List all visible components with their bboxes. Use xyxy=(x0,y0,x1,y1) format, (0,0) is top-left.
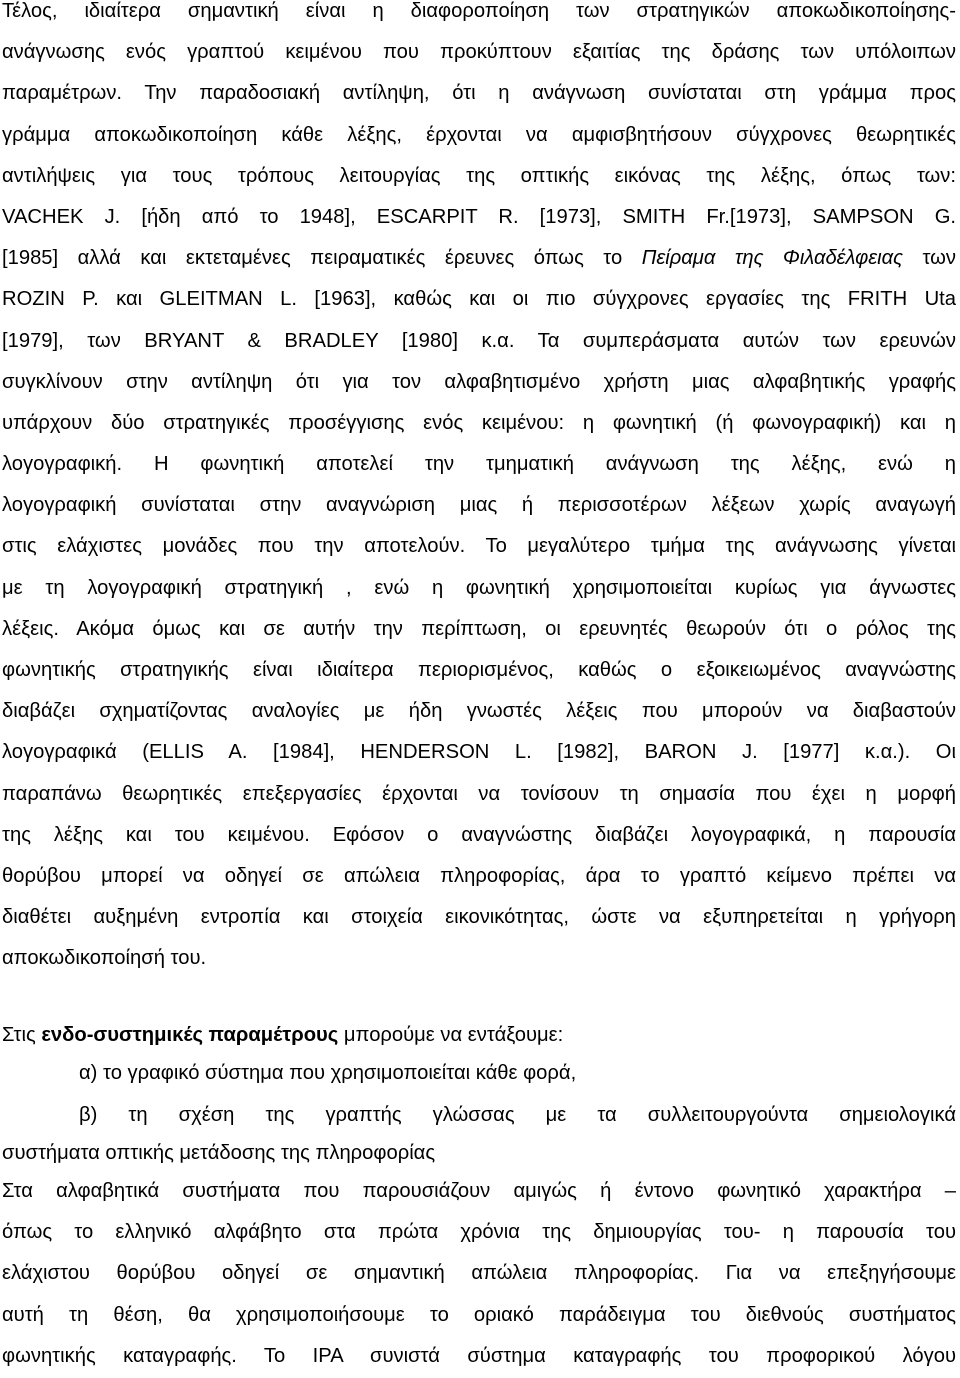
text-line: ελάχιστου θορύβου οδηγεί σε σημαντική απώλεια πληροφορίας. Για να επεξηγήσουμε xyxy=(2,1262,956,1285)
text-line: παραπάνω θεωρητικές επεξεργασίες έρχονται να τονίσουν τη σημασία που έχει η μορφή xyxy=(2,782,956,805)
key-term: ενδο-συστημικές παραμέτρους xyxy=(41,1024,339,1046)
text-line: στις ελάχιστες μονάδες που την αποτελούν. Το μεγαλύτερο τμήμα της ανάγνωσης γίνεται xyxy=(2,535,956,558)
text-line: συγκλίνουν στην αντίληψη ότι για τον αλφαβητισμένο χρήστη μιας αλφαβητικής γραφής xyxy=(2,370,956,393)
text-line: γράμμα αποκωδικοποίηση κάθε λέξης, έρχονται να αμφισβητήσουν σύγχρονες θεωρητικές xyxy=(2,123,956,146)
text-line: ανάγνωσης ενός γραπτού κειμένου που προκύπτουν εξαιτίας της δράσης των υπόλοιπων xyxy=(2,41,956,64)
text-line: αυτή τη θέση, θα χρησιμοποιήσουμε το οριακό παράδειγμα του διεθνούς συστήματος xyxy=(2,1303,956,1326)
text-run: Στις xyxy=(2,1024,42,1046)
paragraph-intra-system-parameters xyxy=(2,1022,956,1176)
list-item-b: β) τη σχέση της γραπτής γλώσσας με τα συλλειτουργούντα σημειολογικά xyxy=(79,1104,956,1126)
text-line: Τέλος, ιδιαίτερα σημαντική είναι η διαφοροποίηση των στρατηγικών αποκωδικοποίησης- xyxy=(2,0,956,22)
text-line: λογογραφική. Η φωνητική αποτελεί την τμηματική ανάγνωση της λέξης, ενώ η xyxy=(2,453,956,476)
text-line: αντιλήψεις για τους τρόπους λειτουργίας της οπτικής εικόνας της λέξης, όπως των: xyxy=(2,164,956,187)
paragraph-intro-line xyxy=(2,1022,956,1060)
text-run: [1985] αλλά και εκτεταμένες πειραματικές έρευνες όπως το xyxy=(2,247,642,270)
list-item-b-continuation: συστήματα οπτικής μετάδοσης της πληροφορίας xyxy=(2,1142,436,1164)
text-line: Στα αλφαβητικά συστήματα που παρουσιάζουν αμιγώς ή έντονο φωνητικό χαρακτήρα – xyxy=(2,1180,956,1202)
text-line: [1979], των BRYANT & BRADLEY [1980] κ.α. Τα συμπεράσματα αυτών των ερευνών xyxy=(2,329,956,352)
text-line: λογογραφικά (ELLIS A. [1984], HENDERSON L. [1982], BARON J. [1977] κ.α.). Οι xyxy=(2,741,956,764)
text-line: διαβάζει σχηματίζοντας αναλογίες με ήδη γνωστές λέξεις που μπορούν να διαβαστούν xyxy=(2,700,956,723)
paragraph-reading-strategies xyxy=(2,0,956,987)
text-line: θορύβου μπορεί να οδηγεί σε απώλεια πληροφορίας, άρα το γραπτό κείμενο πρέπει να xyxy=(2,864,956,887)
text-line: λέξεις. Ακόμα όμως και σε αυτήν την περίπτωση, οι ερευνητές θεωρούν ότι ο ρόλος της xyxy=(2,617,956,640)
list-item-a: α) το γραφικό σύστημα που χρησιμοποιείται κάθε φορά, xyxy=(79,1062,577,1084)
experiment-title: Πείραμα της Φιλαδέλφειας xyxy=(641,247,903,270)
text-line: με τη λογογραφική στρατηγική , ενώ η φωνητική χρησιμοποιείται κυρίως για άγνωστες xyxy=(2,576,956,599)
text-line: VACHEK J. [ήδη από το 1948], ESCARPIT R. [1973], SMITH Fr.[1973], SAMPSON G. xyxy=(2,205,956,228)
text-line: λογογραφική συνίσταται στην αναγνώριση μιας ή περισσοτέρων λέξεων χωρίς αναγωγή xyxy=(2,494,956,517)
text-line: αποκωδικοποίησή του. xyxy=(2,947,207,970)
text-run: των xyxy=(902,247,957,270)
text-line: ROZIN P. και GLEITMAN L. [1963], καθώς και οι πιο σύγχρονες εργασίες της FRITH Uta xyxy=(2,288,956,311)
text-line: φωνητικής καταγραφής. Το IPA συνιστά σύστημα καταγραφής του προφορικού λόγου xyxy=(2,1344,956,1367)
text-line: παραμέτρων. Την παραδοσιακή αντίληψη, ότι η ανάγνωση συνίσταται στη γράμμα προς xyxy=(2,82,956,105)
text-line: όπως το ελληνικό αλφάβητο στα πρώτα χρόνια της δημιουργίας του- η παρουσία του xyxy=(2,1221,956,1244)
text-line: υπάρχουν δύο στρατηγικές προσέγγισης ενός κειμένου: η φωνητική (ή φωνογραφική) και η xyxy=(2,411,956,434)
text-line xyxy=(2,245,956,286)
text-line: διαθέτει αυξημένη εντροπία και στοιχεία εικονικότητας, ώστε να εξυπηρετείται η γρήγορη xyxy=(2,906,956,929)
text-line: φωνητικής στρατηγικής είναι ιδιαίτερα περιορισμένος, καθώς ο εξοικειωμένος αναγνώστης xyxy=(2,659,956,681)
paragraph-alphabetic-systems xyxy=(2,1178,956,1378)
text-line: της λέξης και του κειμένου. Εφόσον ο αναγνώστης διαβάζει λογογραφικά, η παρουσία xyxy=(2,823,956,846)
text-run: μπορούμε να εντάξουμε: xyxy=(338,1024,564,1046)
